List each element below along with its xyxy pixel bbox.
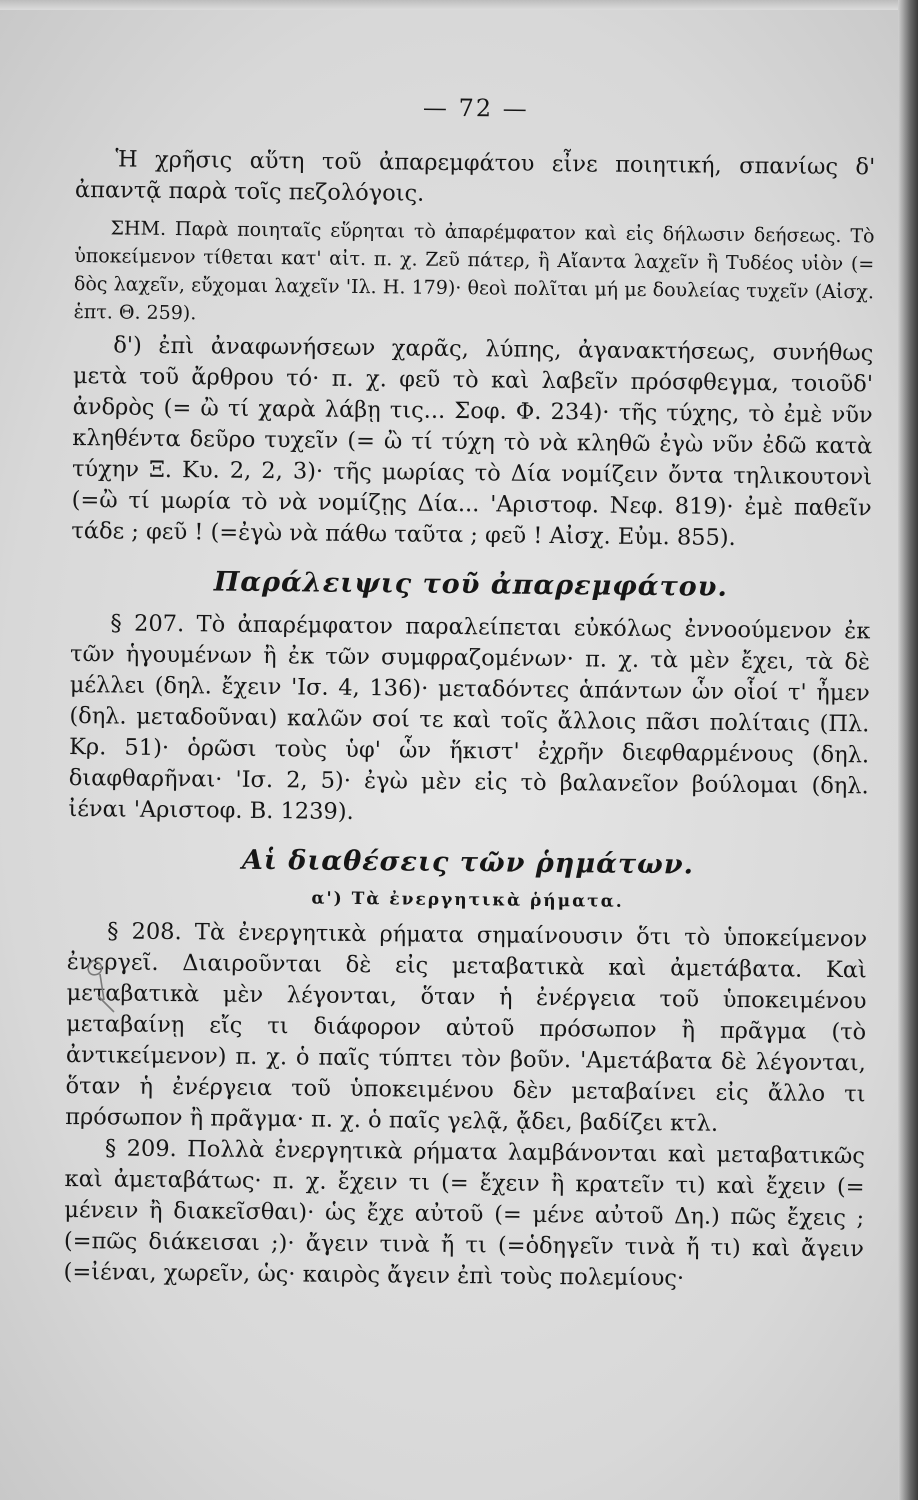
page-content bbox=[63, 90, 876, 1296]
heading-active-verbs: α') Τὰ ἐνεργητικὰ ῥήματα. bbox=[311, 888, 624, 912]
paragraph-note: ΣΗΜ. Παρὰ ποιηταῖς εὕρηται τὸ ἀπαρέμφατον καὶ εἰς δήλωσιν δεήσεως. Τὸ ὑποκείμενον τίθεται κατ' αἰτ. π. χ. Ζεῦ πάτερ, ἢ Αἴαντα λαχεῖν ἢ Τυδέος υἱὸν (= δὸς λαχεῖν, εὔχομαι λαχεῖν 'Ιλ. Η. 179)· θεοὶ πολῖται μή με δουλείας τυχεῖν (Αἰσχ. ἑπτ. Θ. 259). bbox=[73, 217, 875, 325]
heading-voices: Αἱ διαθέσεις τῶν ῥημάτων. bbox=[241, 844, 695, 881]
paragraph-intro: Ἡ χρῆσις αὕτη τοῦ ἀπαρεμφάτου εἶνε ποιητική, σπανίως δ' ἀπαντᾷ παρὰ τοῖς πεζολόγοις. bbox=[74, 146, 876, 207]
paragraph-s209: § 209. Πολλὰ ἐνεργητικὰ ρήματα λαμβάνονται καὶ μεταβατικῶς καὶ ἀμεταβάτως· π. χ. ἔχειν τι (= ἔχειν ἢ κρατεῖν τι) καὶ ἔχειν (= μένειν ἢ διακεῖσθαι)· ὡς ἔχε αὐτοῦ (= μένε αὐτοῦ Δη.) πῶς ἔχεις ; (=πῶς διάκεισαι ;)· ἄγειν τινὰ ἤ τι (=ὁδηγεῖν τινὰ ἤ τι) καὶ ἄγειν (=ἰέναι, χωρεῖν, ὡς· καιρὸς ἄγειν ἐπὶ τοὺς πολεμίους· bbox=[63, 1135, 866, 1292]
pencil-mark-icon bbox=[80, 956, 120, 1016]
paragraph-s208: § 208. Τὰ ἐνεργητικὰ ρήματα σημαίνουσιν ὅτι τὸ ὑποκείμενον ἐνεργεῖ. Διαιροῦνται δὲ εἰς μεταβατικὰ καὶ ἀμετάβατα. Καὶ μεταβατικὰ μὲν λέγονται, ὅταν ἡ ἐνέργεια τοῦ ὑποκειμένου μεταβαίνῃ εἴς τι διάφορον αὐτοῦ πρόσωπον ἢ πρᾶγμα (τὸ ἀντικείμενον) π. χ. ὁ παῖς τύπτει τὸν βοῦν. 'Αμετάβατα δὲ λέγονται, ὅταν ἡ ἐνέργεια τοῦ ὑποκειμένου δὲν μεταβαίνει εἰς ἄλλο τι πρόσωπον ἢ πρᾶγμα· π. χ. ὁ παῖς γελᾷ, ᾄδει, βαδίζει κτλ. bbox=[65, 918, 868, 1137]
page-top-edge bbox=[0, 0, 918, 10]
paragraph-delta: δ') ἐπὶ ἀναφωνήσεων χαρᾶς, λύπης, ἀγανακτήσεως, συνήθως μετὰ τοῦ ἄρθρου τό· π. χ. φεῦ τὸ καὶ λαβεῖν πρόσφθεγμα, τοιοῦδ' ἀνδρὸς (= ὢ τί χαρὰ λάβῃ τις... Σοφ. Φ. 234)· τῆς τύχης, τὸ ἐμὲ νῦν κληθέντα δεῦρο τυχεῖν (= ὢ τί τύχη τὸ νὰ κληθῶ ἐγὼ νῦν ἐδῶ κατὰ τύχην Ξ. Κυ. 2, 2, 3)· τῆς μωρίας τὸ Δία νομίζειν ὄντα τηλικουτονὶ (=ὢ τί μωρία τὸ νὰ νομίζῃς Δία... 'Αριστοφ. Νεφ. 819)· ἐμὲ παθεῖν τάδε ; φεῦ ! (=ἐγὼ νὰ πάθω ταῦτα ; φεῦ ! Αἰσχ. Εὐμ. 855). bbox=[71, 332, 874, 551]
page-binding-edge bbox=[898, 0, 918, 1500]
page-number: — 72 — bbox=[422, 93, 529, 123]
heading-omission: Παράλειψις τοῦ ἀπαρεμφάτου. bbox=[213, 566, 729, 603]
paragraph-s207: § 207. Τὸ ἀπαρέμφατον παραλείπεται εὐκόλως ἐννοούμενον ἐκ τῶν ἡγουμένων ἢ ἐκ τῶν συμφραζομένων· π. χ. τὰ μὲν ἔχει, τὰ δὲ μέλλει (δηλ. ἔχειν 'Ισ. 4, 136)· μεταδόντες ἁπάντων ὧν οἷοί τ' ἦμεν (δηλ. μεταδοῦναι) καλῶν σοί τε καὶ τοῖς ἄλλοις πᾶσι πολίταις (Πλ. Κρ. 51)· ὁρῶσι τοὺς ὑφ' ὧν ἥκιστ' ἐχρῆν διεφθαρμένους (δηλ. διαφθαρῆναι· 'Ισ. 2, 5)· ἐγὼ μὲν εἰς τὸ βαλανεῖον βούλομαι (δηλ. ἰέναι 'Αριστοφ. Β. 1239). bbox=[68, 610, 871, 825]
